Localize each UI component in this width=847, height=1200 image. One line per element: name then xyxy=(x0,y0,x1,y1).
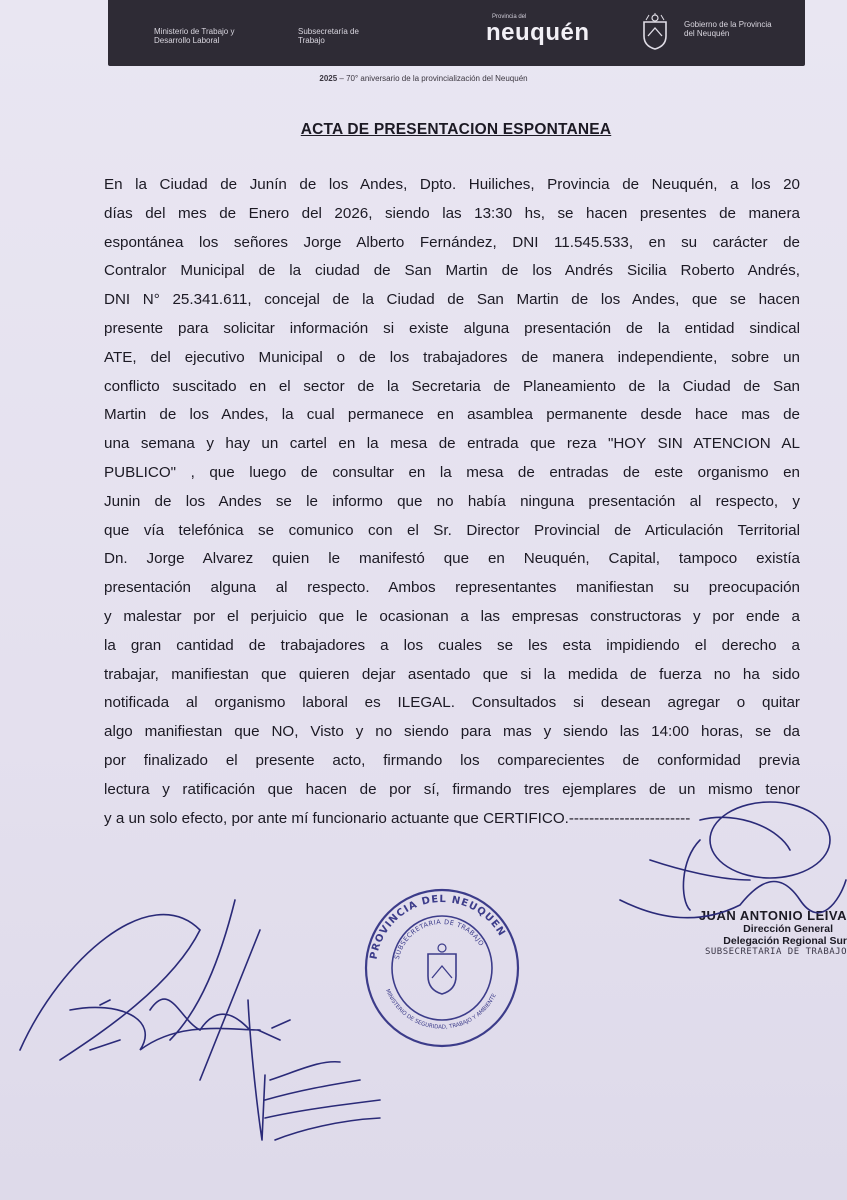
official-role-1: Dirección General xyxy=(743,923,833,935)
body-line: por finalizado el presente acto, firmando los comparecientes de conformidad previa xyxy=(104,751,800,769)
body-line: Martin de los Andes, la cual permanece en asamblea permanente desde hace mas de xyxy=(104,406,800,424)
body-line: días del mes de Enero del 2026, siendo las 13:30 hs, se hacen presentes de manera xyxy=(104,204,800,222)
brand-province-label: Provincia del xyxy=(492,14,527,20)
body-line: espontánea los señores Jorge Alberto Fernández, DNI 11.545.533, en su carácter de xyxy=(104,233,800,251)
body-line: trabajar, manifiestan que quieren dejar asentado que si la medida de fuerza no ha sido xyxy=(104,665,800,683)
body-line: y malestar por el perjuicio que le ocasionan a las empresas constructoras y por ende a xyxy=(104,607,800,625)
official-signature-block xyxy=(664,908,847,957)
body-line: la gran cantidad de trabajadores a los cuales se les esta impidiendo el derecho a xyxy=(104,636,800,654)
letterhead-bar xyxy=(108,0,805,66)
seal-outer-text: PROVINCIA DEL NEUQUEN xyxy=(368,893,508,961)
body-line: Junin de los Andes se le informo que no había ninguna presentación al respecto, y xyxy=(104,492,800,510)
body-line: presentación alguna al respecto. Ambos representantes manifiestan su preocupación xyxy=(104,579,800,597)
body-line: conflicto suscitado en el sector de la Secretaria de Planeamiento de la Ciudad de San xyxy=(104,377,800,395)
body-line: Contralor Municipal de la ciudad de San Martin de los Andrés Sicilia Roberto Andrés, xyxy=(104,262,800,280)
body-line: y a un solo efecto, por ante mí funcionario actuante que CERTIFICO.------------------------ xyxy=(104,809,691,827)
body-line: notificada al organismo laboral es ILEGAL. Consultados si desean agregar o quitar xyxy=(104,694,800,712)
body-line: Dn. Jorge Alvarez quien le manifestó que en Neuquén, Capital, tampoco existía xyxy=(104,550,800,568)
body-line: presente para solicitar información si existe alguna presentación de la entidad sindical xyxy=(104,319,800,337)
anniversary-text: – 70° aniversario de la provincialización del Neuquén xyxy=(337,74,528,83)
subsecretaria-label: Subsecretaría de Trabajo xyxy=(298,27,359,45)
provincial-shield-icon xyxy=(640,12,670,50)
body-line: PUBLICO" , que luego de consultar en la mesa de entradas de este organismo en xyxy=(104,463,800,481)
anniversary-line xyxy=(0,74,847,83)
official-name: JUAN ANTONIO LEIVA xyxy=(698,908,847,923)
body-line: lectura y ratificación que hacen de por sí, firmando tres ejemplares de un mismo tenor xyxy=(104,780,800,798)
government-label: Gobierno de la Provincia del Neuquén xyxy=(684,20,772,38)
seal-shield-icon xyxy=(428,954,456,994)
document-title: ACTA DE PRESENTACION ESPONTANEA xyxy=(300,121,612,138)
svg-text:MINISTERIO DE SEGURIDAD, TRABA xyxy=(384,988,498,1030)
body-line: DNI N° 25.341.611, concejal de la Ciudad de San Martin de los Andes, que se hacen xyxy=(104,291,800,309)
signature-center xyxy=(248,1000,380,1140)
body-line: En la Ciudad de Junín de los Andes, Dpto. Huiliches, Provincia de Neuquén, a los 20 xyxy=(104,176,800,193)
act-body xyxy=(104,171,800,833)
body-line: ATE, del ejecutivo Municipal o de los trabajadores de manera independiente, sobre un xyxy=(104,348,800,366)
ministry-label: Ministerio de Trabajo y Desarrollo Laboral xyxy=(154,27,235,45)
anniversary-year: 2025 xyxy=(319,74,338,83)
brand-wordmark: neuquén xyxy=(486,19,590,46)
official-role-3: SUBSECRETARIA DE TRABAJO xyxy=(704,947,847,957)
body-line: algo manifiestan que NO, Visto y no siendo para mas y siendo las 14:00 horas, se da xyxy=(104,723,800,741)
neuquen-logo xyxy=(486,14,590,46)
signature-left xyxy=(20,900,260,1080)
body-line: una semana y hay un cartel en la mesa de entrada que reza "HOY SIN ATENCION AL xyxy=(104,435,800,453)
seal-bottom-text: MINISTERIO DE SEGURIDAD, TRABAJO Y AMBIENTE xyxy=(384,988,498,1031)
official-role-2: Delegación Regional Sur xyxy=(723,935,847,947)
official-seal xyxy=(362,888,522,1048)
body-line: que vía telefónica se comunico con el Sr. Director Provincial de Articulación Territorial xyxy=(104,521,800,539)
seal-inner-text: SUBSECRETARIA DE TRABAJO xyxy=(392,917,486,961)
